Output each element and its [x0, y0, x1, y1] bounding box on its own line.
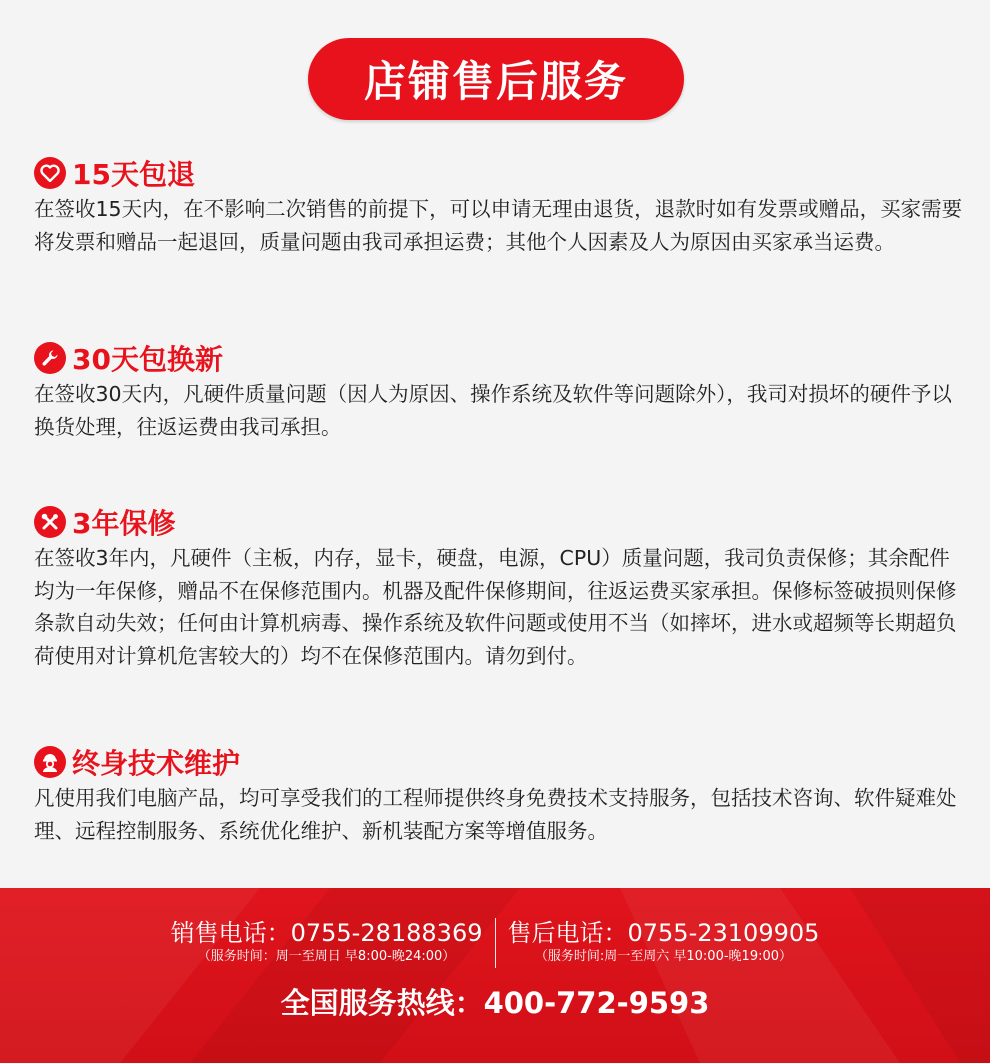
sales-contact: [171, 918, 483, 968]
section-exchange-policy: [34, 340, 964, 443]
section-header: [34, 340, 964, 376]
tools-icon: [34, 506, 66, 538]
section-title: 终身技术维护: [72, 747, 241, 780]
section-title: 3年保修: [72, 507, 176, 540]
section-description: 在签收30天内，凡硬件质量问题（因人为原因、操作系统及软件等问题除外），我司对损坏的硬件予以换货处理，往返运费由我司承担。: [34, 382, 952, 439]
section-header: [34, 504, 964, 540]
section-description: 凡使用我们电脑产品，均可享受我们的工程师提供终身免费技术支持服务，包括技术咨询、软件疑难处理、远程控制服务、系统优化维护、新机装配方案等增值服务。: [34, 786, 957, 843]
section-lifetime-support: [34, 744, 964, 847]
section-description: 在签收15天内，在不影响二次销售的前提下，可以申请无理由退货，退款时如有发票或赠品，买家需要将发票和赠品一起退回，质量问题由我司承担运费；其他个人因素及人为原因由买家承当运费。: [34, 197, 963, 254]
section-return-policy: [34, 155, 964, 258]
footer-divider: [495, 918, 496, 968]
national-hotline: 全国服务热线：400-772-9593: [280, 986, 710, 1020]
page-title: 店铺售后服务: [363, 57, 628, 106]
section-warranty: [34, 504, 964, 672]
page-title-banner: [308, 38, 684, 120]
section-title: 30天包换新: [72, 343, 223, 376]
contact-footer: [0, 888, 990, 1063]
engineer-icon: [34, 746, 66, 778]
section-header: [34, 155, 964, 191]
section-header: [34, 744, 964, 780]
section-description: 在签收3年内，凡硬件（主板，内存，显卡，硬盘，电源，CPU）质量问题，我司负责保修；其余配件均为一年保修，赠品不在保修范围内。机器及配件保修期间，往返运费买家承担。保修标签破损则保修条款自动失效；任何由计算机病毒、操作系统及软件问题或使用不当（如摔坏，进水或超频等长期超负荷使用对计算机危害较大的）均不在保修范围内。请勿到付。: [34, 546, 957, 668]
sales-hours: （服务时间：周一至周日 早8:00-晚24:00）: [197, 949, 456, 964]
footer-decoration: [0, 888, 990, 1063]
after-sales-contact: [508, 918, 820, 968]
wrench-icon: [34, 342, 66, 374]
phone-row: [0, 918, 990, 968]
section-title: 15天包退: [72, 158, 195, 191]
after-sales-phone: 售后电话：0755-23109905: [507, 919, 820, 947]
sales-phone: 销售电话：0755-28188369: [170, 919, 483, 947]
heart-icon: [34, 157, 66, 189]
after-sales-hours: （服务时间:周一至周六 早10:00-晚19:00）: [534, 949, 793, 964]
